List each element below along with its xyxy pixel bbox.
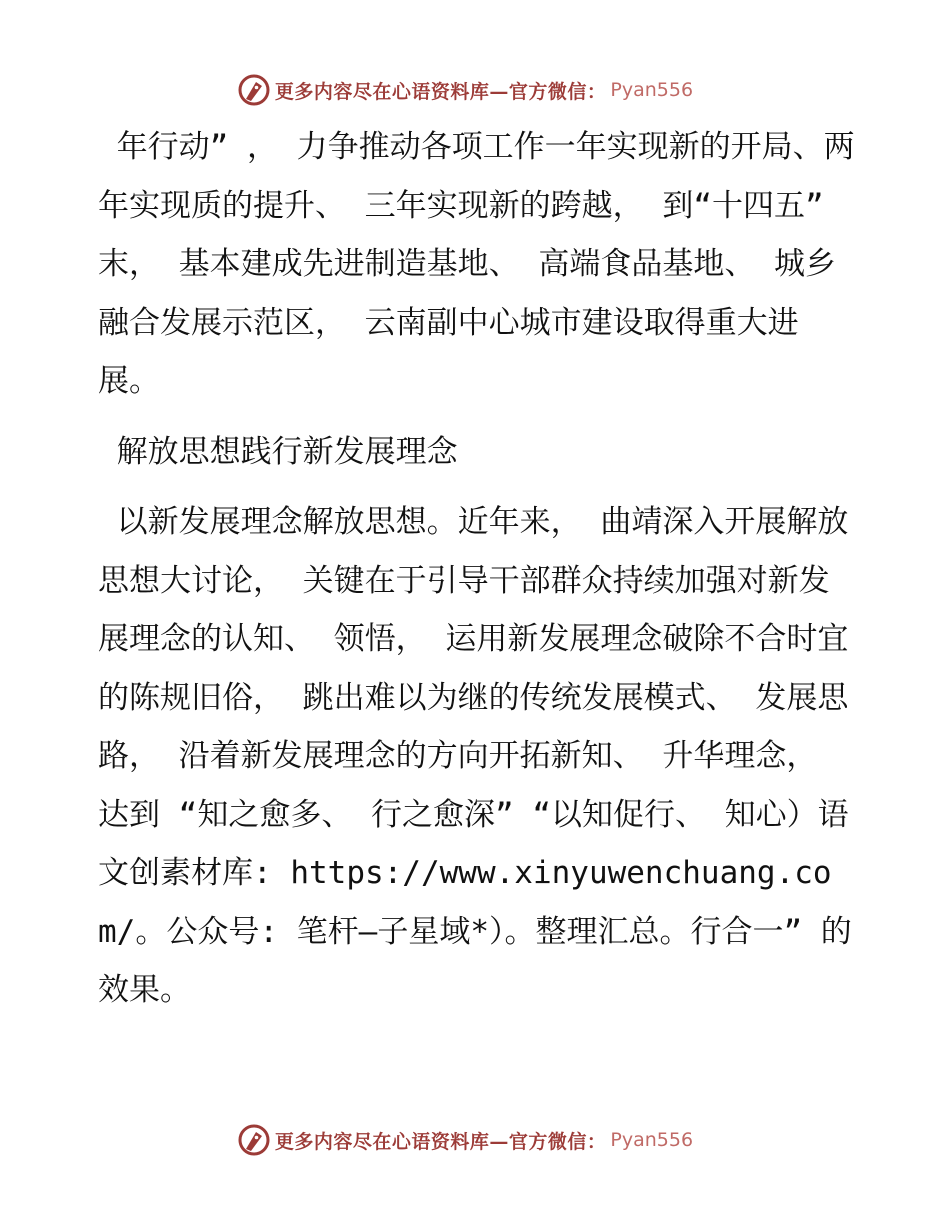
pen-nib-logo-icon <box>237 73 271 107</box>
section-heading: 解放思想践行新发展理念 <box>98 433 458 470</box>
paragraph: 以新发展理念解放思想。近年来， 曲靖深入开展解放思想大讨论， 关键在于引导干部群众持续加强对新发展理念的认知、 领悟， 运用新发展理念破除不合时宜的陈规旧俗， 跳出难以为继的传统发展模式、 发展思路， 沿着新发展理念的方向开拓新知、 升华理念， 达到 “知之愈多、 行之愈深” “以知促行、 知心）语文创素材库: https://www.xinyuwenchuang.com/。公众号: 笔杆—子星域*）。整理汇总。行合一” 的效果。 <box>98 504 852 1008</box>
banner-text: 更多内容尽在心语资料库—官方微信： <box>274 1130 607 1153</box>
paragraph: 年行动” ， 力争推动各项工作一年实现新的开局、两年实现质的提升、 三年实现新的跨越， 到“十四五” 末， 基本建成先进制造基地、 高端食品基地、 城乡融合发展示范区， 云南副中心城市建设取得重大进展。 <box>98 129 855 399</box>
header-banner <box>0 70 950 110</box>
banner-wechat-id: Pyan556 <box>610 1129 694 1151</box>
footer-banner <box>0 1120 950 1160</box>
banner-wechat-id: Pyan556 <box>610 79 694 101</box>
body-text <box>98 118 858 1020</box>
banner-text: 更多内容尽在心语资料库—官方微信： <box>274 80 607 103</box>
pen-nib-logo-icon <box>237 1123 271 1157</box>
